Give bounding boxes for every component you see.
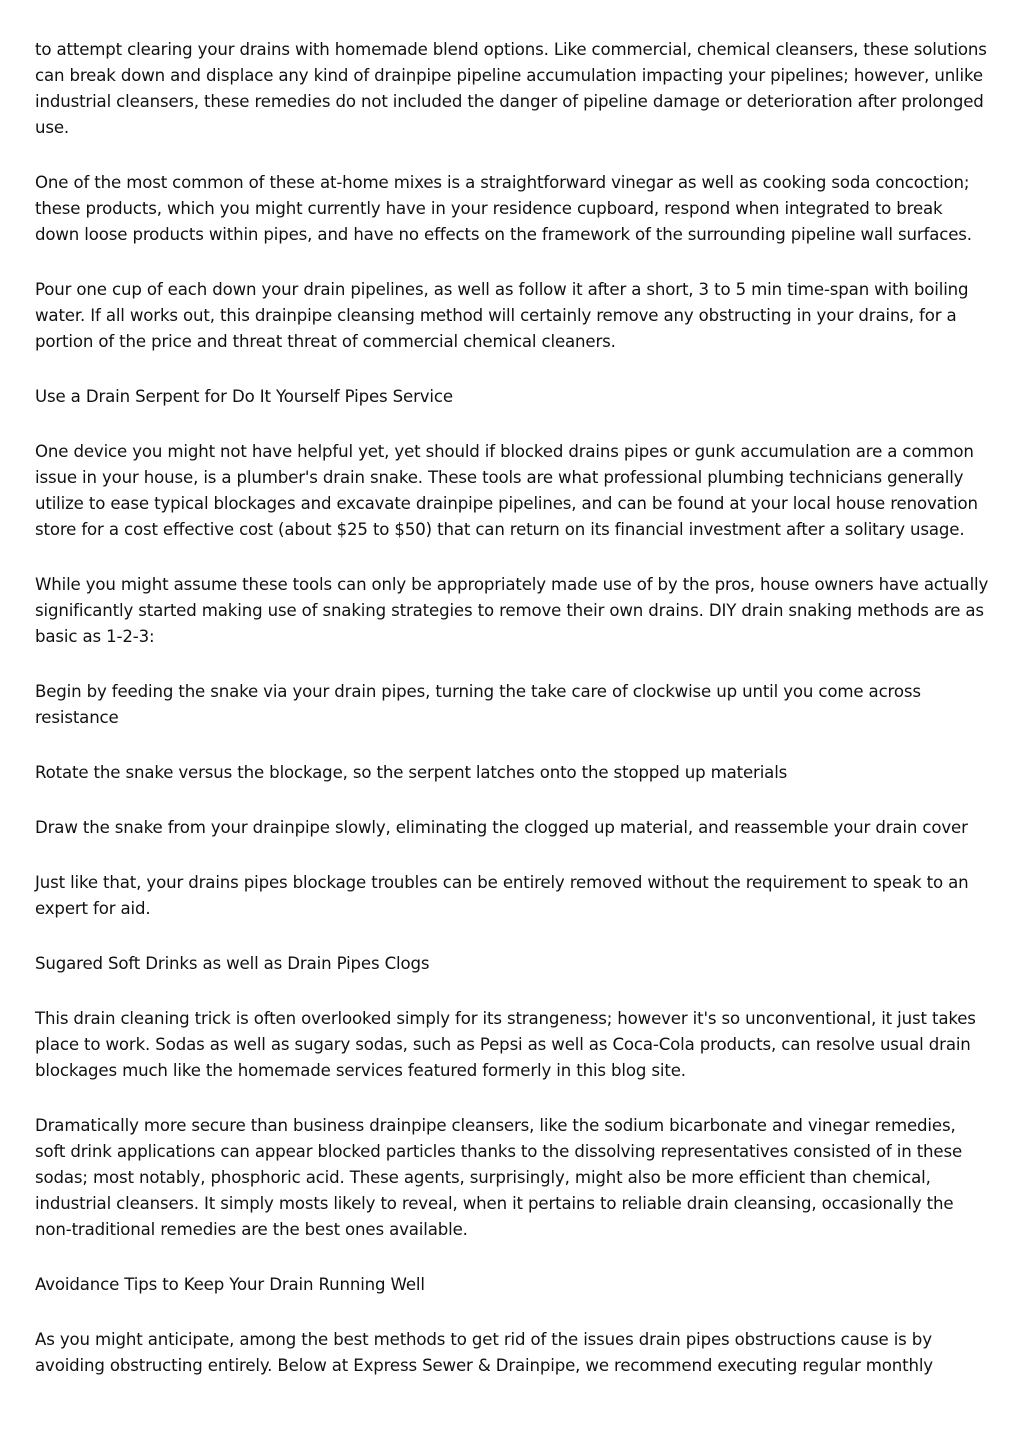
paragraph-vinegar-soda: One of the most common of these at-home mixes is a straightforward vinegar as well as cooking soda concoction; these products, which you might currently have in your residence cupboard, respond when integrated to break down loose products within pipes, and have no effects on the framework of the surrounding pipeline wall surfaces. [35,173,972,244]
step-draw-snake: Draw the snake from your drainpipe slowly, eliminating the clogged up material, and reassemble your drain cover [35,818,968,837]
section-heading-avoidance-tips: Avoidance Tips to Keep Your Drain Running Well [35,1275,425,1294]
paragraph-homemade-blends: to attempt clearing your drains with homemade blend options. Like commercial, chemical cleansers, these solutions can break down and displace any kind of drainpipe pipeline accumulation impacting your pipelines; however, unlike industrial cleansers, these remedies do not included the danger of pipeline damage or deterioration after prolonged use. [35,40,987,137]
step-feed-snake: Begin by feeding the snake via your drain pipes, turning the take care of clockwise up until you come across resistance [35,682,921,727]
paragraph-just-like-that: Just like that, your drains pipes blockage troubles can be entirely removed without the requirement to speak to an expert for aid. [35,873,969,918]
paragraph-drain-snake-device: One device you might not have helpful yet, yet should if blocked drains pipes or gunk accumulation are a common issue in your house, is a plumber's drain snake. These tools are what professional plumbing technicians generally utilize to ease typical blockages and excavate drainpipe pipelines, and can be found at your local house renovation store for a cost effective cost (about $25 to $50) that can return on its financial investment after a solitary usage. [35,442,978,539]
paragraph-pour-instructions: Pour one cup of each down your drain pipelines, as well as follow it after a short, 3 to 5 min time-span with boiling water. If all works out, this drainpipe cleansing method will certainly remove any obstructing in your drains, for a portion of the price and threat threat of commercial chemical cleaners. [35,280,969,351]
paragraph-soda-trick: This drain cleaning trick is often overlooked simply for its strangeness; however it's so unconventional, it just takes place to work. Sodas as well as sugary sodas, such as Pepsi as well as Coca-Cola products, can resolve usual drain blockages much like the homemade services featured formerly in this blog site. [35,1009,976,1080]
section-heading-drain-serpent: Use a Drain Serpent for Do It Yourself Pipes Service [35,387,453,406]
paragraph-avoidance: As you might anticipate, among the best methods to get rid of the issues drain pipes obstructions cause is by avoiding obstructing entirely. Below at Express Sewer & Drainpipe, we recommend executing regular monthly [35,1330,933,1375]
section-heading-soft-drinks: Sugared Soft Drinks as well as Drain Pipes Clogs [35,954,430,973]
step-rotate-snake: Rotate the snake versus the blockage, so the serpent latches onto the stopped up materials [35,763,788,782]
paragraph-soda-safety: Dramatically more secure than business drainpipe cleansers, like the sodium bicarbonate and vinegar remedies, soft drink applications can appear blocked particles thanks to the dissolving representatives consisted of in these sodas; most notably, phosphoric acid. These agents, surprisingly, might also be more efficient than chemical, industrial cleansers. It simply mosts likely to reveal, when it pertains to reliable drain cleansing, occasionally the non-traditional remedies are the best ones available. [35,1116,963,1239]
paragraph-diy-snaking: While you might assume these tools can only be appropriately made use of by the pros, house owners have actually significantly started making use of snaking strategies to remove their own drains. DIY drain snaking methods are as basic as 1-2-3: [35,575,989,646]
